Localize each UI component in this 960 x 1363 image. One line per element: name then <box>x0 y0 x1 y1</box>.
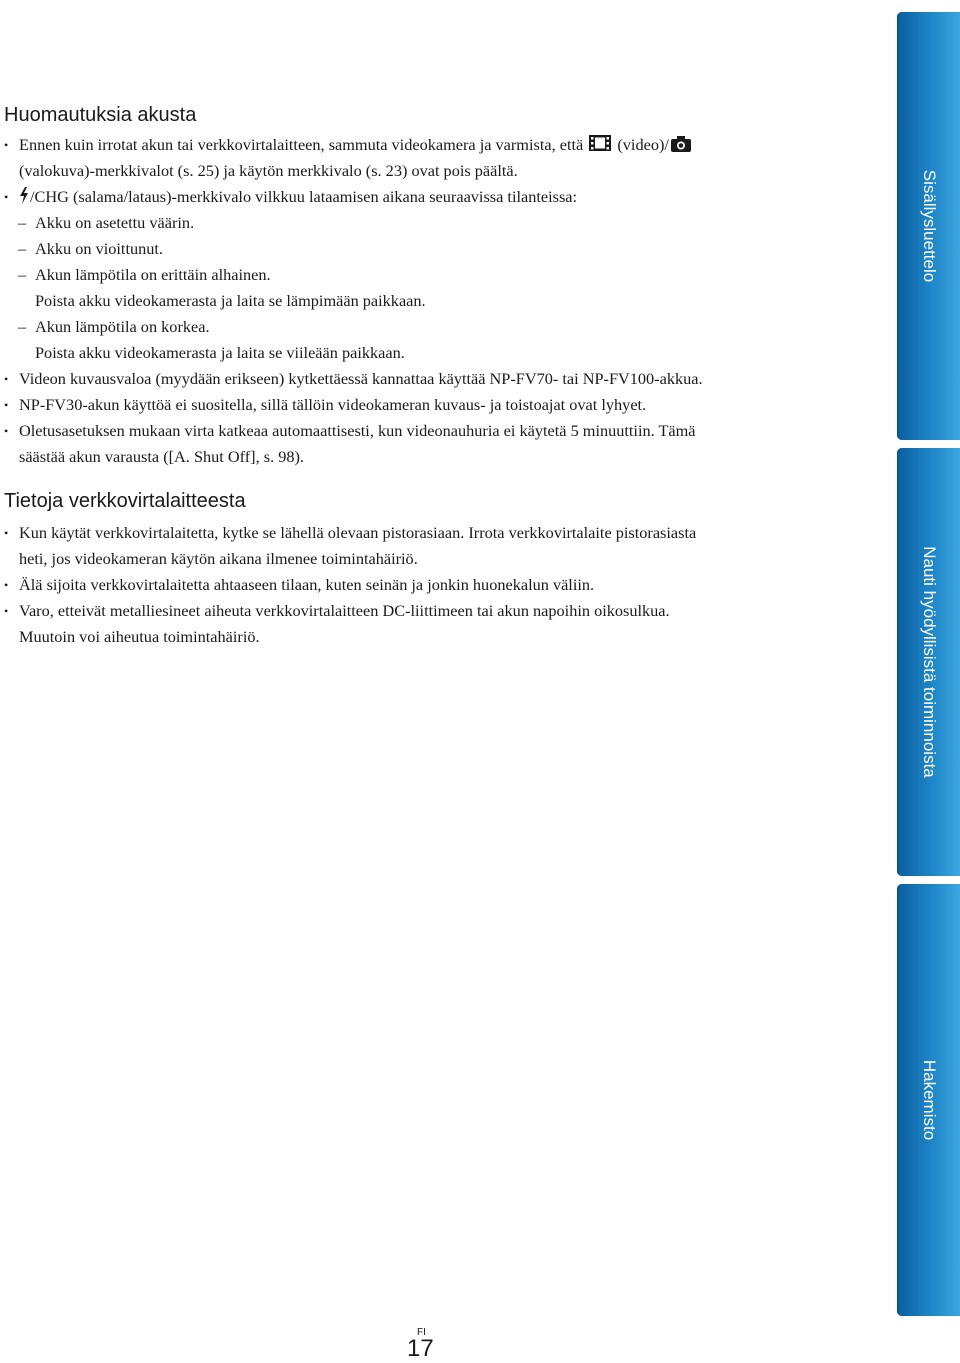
list-item: Ennen kuin irrotat akun tai verkkovirtalaitteen, sammuta videokamera ja varmista, että (video)/ <box>19 132 693 158</box>
list-item: Älä sijoita verkkovirtalaitetta ahtaaseen tilaan, kuten seinän ja jonkin huonekalun väliin. <box>19 575 595 594</box>
list-item: Kun käytät verkkovirtalaitetta, kytke se lähellä olevaan pistorasiaan. Irrota verkkovirtalaite pistorasiasta <box>19 523 697 542</box>
camera-icon <box>671 136 691 152</box>
list-item: Oletusasetuksen mukaan virta katkeaa automaattisesti, kun videonauhuria ei käytetä 5 minuuttiin. Tämä <box>19 421 696 440</box>
dash: – <box>18 317 27 336</box>
tab-contents[interactable] <box>897 12 960 440</box>
list-item-continuation: säästää akun varausta ([A. Shut Off], s. 98). <box>19 447 304 466</box>
sub-item-continuation: Poista akku videokamerasta ja laita se viileään paikkaan. <box>35 343 405 362</box>
bullet: • <box>4 526 9 540</box>
list-item-continuation: Muutoin voi aiheutua toimintahäiriö. <box>19 627 260 646</box>
bullet: • <box>4 190 9 204</box>
film-icon <box>589 134 611 152</box>
bullet: • <box>4 604 9 618</box>
sub-item: Akku on asetettu väärin. <box>35 213 195 232</box>
list-item: Varo, etteivät metalliesineet aiheuta verkkovirtalaitteen DC-liittimeen tai akun napoihin oikosulkua. <box>19 601 670 620</box>
tab-features-label: Nauti hyödyllisistä toiminnoista <box>919 546 939 778</box>
language-code: FI <box>417 1327 426 1338</box>
dash: – <box>18 239 27 258</box>
list-item: Videon kuvausvaloa (myydään erikseen) kytkettäessä kannattaa käyttää NP-FV70- tai NP-FV100-akkua. <box>19 369 703 388</box>
section-title-adapter: Tietoja verkkovirtalaitteesta <box>4 490 246 512</box>
dash: – <box>18 265 27 284</box>
list-item-continuation: (valokuva)-merkkivalot (s. 25) ja käytön merkkivalo (s. 23) ovat pois päältä. <box>19 161 518 180</box>
bullet: • <box>4 138 9 152</box>
flash-icon <box>19 187 29 204</box>
tab-index-label: Hakemisto <box>919 1059 939 1141</box>
bullet: • <box>4 398 9 412</box>
page-number: 17 <box>407 1335 434 1362</box>
list-item: /CHG (salama/lataus)-merkkivalo vilkkuu lataamisen aikana seuraavissa tilanteissa: <box>19 184 577 210</box>
dash: – <box>18 213 27 232</box>
tab-index[interactable] <box>897 884 960 1316</box>
sub-item-continuation: Poista akku videokamerasta ja laita se lämpimään paikkaan. <box>35 291 426 310</box>
sub-item: Akun lämpötila on erittäin alhainen. <box>35 265 271 284</box>
section-title-battery: Huomautuksia akusta <box>4 104 197 126</box>
list-item-continuation: heti, jos videokameran käytön aikana ilmenee toimintahäiriö. <box>19 549 418 568</box>
sub-item: Akun lämpötila on korkea. <box>35 317 210 336</box>
bullet: • <box>4 372 9 386</box>
tab-contents-label: Sisällysluettelo <box>919 169 939 283</box>
bullet: • <box>4 578 9 592</box>
bullet: • <box>4 424 9 438</box>
tab-features[interactable] <box>897 448 960 876</box>
list-item: NP-FV30-akun käyttöä ei suositella, sillä tällöin videokameran kuvaus- ja toistoajat ovat lyhyet. <box>19 395 647 414</box>
sub-item: Akku on vioittunut. <box>35 239 163 258</box>
